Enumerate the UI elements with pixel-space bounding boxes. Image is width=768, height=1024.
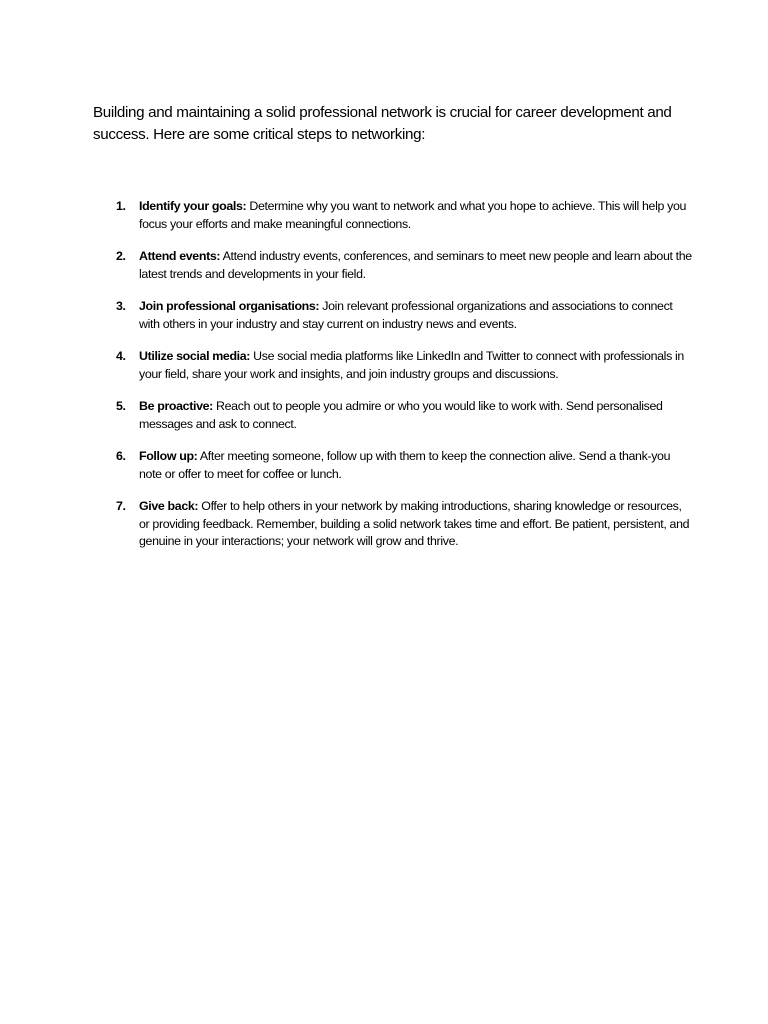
step-number: 4. — [116, 349, 126, 363]
step-text: After meeting someone, follow up with them to keep the connection alive. Send a thank-you note or offer to meet for coffee or lunch. — [139, 449, 671, 481]
list-item — [93, 348, 693, 383]
step-title: Be proactive: — [139, 399, 213, 413]
step-text: Determine why you want to network and what you hope to achieve. This will help you focus your efforts and make meaningful connections. — [139, 199, 687, 231]
step-text: Attend industry events, conferences, and seminars to meet new people and learn about the latest trends and developments in your field. — [139, 249, 692, 281]
step-number: 5. — [116, 399, 126, 413]
step-number: 7. — [116, 499, 126, 513]
list-item — [93, 198, 693, 233]
step-title: Follow up: — [139, 449, 198, 463]
list-item — [93, 248, 693, 283]
step-text: Join relevant professional organizations and associations to connect with others in your industry and stay current on industry news and events. — [139, 299, 673, 331]
step-text: Reach out to people you admire or who you would like to work with. Send personalised messages and ask to connect. — [139, 399, 663, 431]
list-item — [93, 498, 693, 551]
step-number: 6. — [116, 449, 126, 463]
step-text: Offer to help others in your network by making introductions, sharing knowledge or resources, or providing feedback. Remember, building a solid network takes time and effort. Be patient, persistent, and genuine in your interactions; your network will grow and thrive. — [139, 499, 690, 548]
step-number: 3. — [116, 299, 126, 313]
list-item — [93, 298, 693, 333]
step-title: Attend events: — [139, 249, 221, 263]
step-title: Join professional organisations: — [139, 299, 320, 313]
list-item — [93, 398, 693, 433]
intro-paragraph: Building and maintaining a solid professional network is crucial for career development and success. Here are some critical steps to networking: — [93, 104, 672, 143]
list-item — [93, 448, 693, 483]
step-text: Use social media platforms like LinkedIn and Twitter to connect with professionals in your field, share your work and insights, and join industry groups and discussions. — [139, 349, 684, 381]
step-title: Utilize social media: — [139, 349, 251, 363]
step-title: Give back: — [139, 499, 199, 513]
step-number: 2. — [116, 249, 126, 263]
step-title: Identify your goals: — [139, 199, 247, 213]
steps-list — [93, 198, 693, 566]
step-number: 1. — [116, 199, 126, 213]
